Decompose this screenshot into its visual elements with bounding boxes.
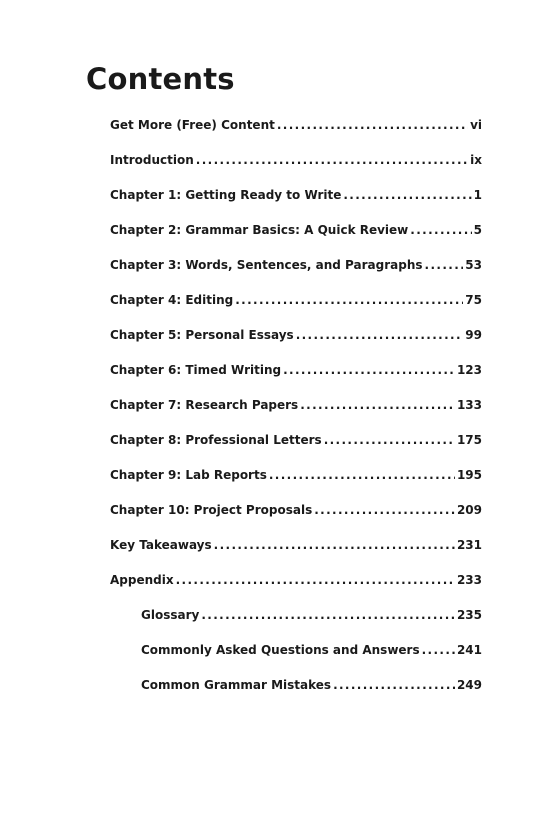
toc-entry-page: 209 <box>456 503 482 517</box>
dot-leader <box>300 398 455 412</box>
toc-entry-key-takeaways[interactable] <box>110 538 482 573</box>
toc-entry-page: 133 <box>456 398 482 412</box>
toc-entry-introduction[interactable] <box>110 153 482 188</box>
toc-entry-chapter-4[interactable] <box>110 293 482 328</box>
toc-entry-label: Chapter 7: Research Papers <box>110 398 299 412</box>
dot-leader <box>196 153 468 167</box>
toc-entry-faq[interactable] <box>110 643 482 678</box>
toc-entry-glossary[interactable] <box>110 608 482 643</box>
toc-entry-label: Glossary <box>141 608 200 622</box>
toc-entry-chapter-6[interactable] <box>110 363 482 398</box>
dot-leader <box>333 678 455 692</box>
toc-entry-label: Commonly Asked Questions and Answers <box>141 643 420 657</box>
dot-leader <box>296 328 464 342</box>
dot-leader <box>343 188 471 202</box>
dot-leader <box>201 608 455 622</box>
toc-entry-free-content[interactable] <box>110 118 482 153</box>
toc-entry-page: 75 <box>465 293 482 307</box>
toc-entry-page: 233 <box>456 573 482 587</box>
toc-entry-page: 5 <box>473 223 482 237</box>
toc-entry-page: 241 <box>456 643 482 657</box>
toc-entry-page: 53 <box>465 258 482 272</box>
toc-entry-chapter-7[interactable] <box>110 398 482 433</box>
toc-entry-label: Appendix <box>110 573 174 587</box>
dot-leader <box>425 258 464 272</box>
toc-entry-label: Chapter 3: Words, Sentences, and Paragraphs <box>110 258 423 272</box>
toc-entry-page: ix <box>470 153 482 167</box>
toc-entry-label: Chapter 5: Personal Essays <box>110 328 294 342</box>
toc-entry-page: 1 <box>473 188 482 202</box>
toc-entry-label: Chapter 1: Getting Ready to Write <box>110 188 342 202</box>
dot-leader <box>235 293 463 307</box>
toc-entry-page: 195 <box>456 468 482 482</box>
toc-entry-grammar-mistakes[interactable] <box>110 678 482 713</box>
toc-entry-label: Common Grammar Mistakes <box>141 678 332 692</box>
toc-entry-chapter-2[interactable] <box>110 223 482 258</box>
dot-leader <box>314 503 455 517</box>
toc-entry-appendix[interactable] <box>110 573 482 608</box>
toc-entry-label: Chapter 10: Project Proposals <box>110 503 313 517</box>
dot-leader <box>214 538 455 552</box>
table-of-contents <box>110 118 482 713</box>
dot-leader <box>269 468 455 482</box>
toc-entry-label: Chapter 2: Grammar Basics: A Quick Review <box>110 223 409 237</box>
toc-entry-page: 123 <box>456 363 482 377</box>
toc-entry-label: Chapter 9: Lab Reports <box>110 468 267 482</box>
dot-leader <box>422 643 455 657</box>
dot-leader <box>277 118 468 132</box>
toc-entry-label: Chapter 6: Timed Writing <box>110 363 282 377</box>
toc-entry-chapter-9[interactable] <box>110 468 482 503</box>
toc-entry-page: 235 <box>456 608 482 622</box>
toc-entry-page: 231 <box>456 538 482 552</box>
toc-entry-label: Chapter 4: Editing <box>110 293 234 307</box>
toc-entry-label: Introduction <box>110 153 194 167</box>
dot-leader <box>176 573 455 587</box>
toc-entry-page: 175 <box>456 433 482 447</box>
toc-entry-chapter-10[interactable] <box>110 503 482 538</box>
toc-entry-chapter-8[interactable] <box>110 433 482 468</box>
page-title: Contents <box>86 62 235 96</box>
toc-entry-label: Chapter 8: Professional Letters <box>110 433 322 447</box>
dot-leader <box>283 363 455 377</box>
toc-entry-page: 99 <box>465 328 482 342</box>
toc-entry-chapter-1[interactable] <box>110 188 482 223</box>
dot-leader <box>324 433 455 447</box>
toc-entry-label: Get More (Free) Content <box>110 118 275 132</box>
dot-leader <box>410 223 471 237</box>
toc-entry-chapter-5[interactable] <box>110 328 482 363</box>
toc-entry-page: vi <box>470 118 482 132</box>
toc-entry-chapter-3[interactable] <box>110 258 482 293</box>
toc-entry-label: Key Takeaways <box>110 538 212 552</box>
toc-entry-page: 249 <box>456 678 482 692</box>
